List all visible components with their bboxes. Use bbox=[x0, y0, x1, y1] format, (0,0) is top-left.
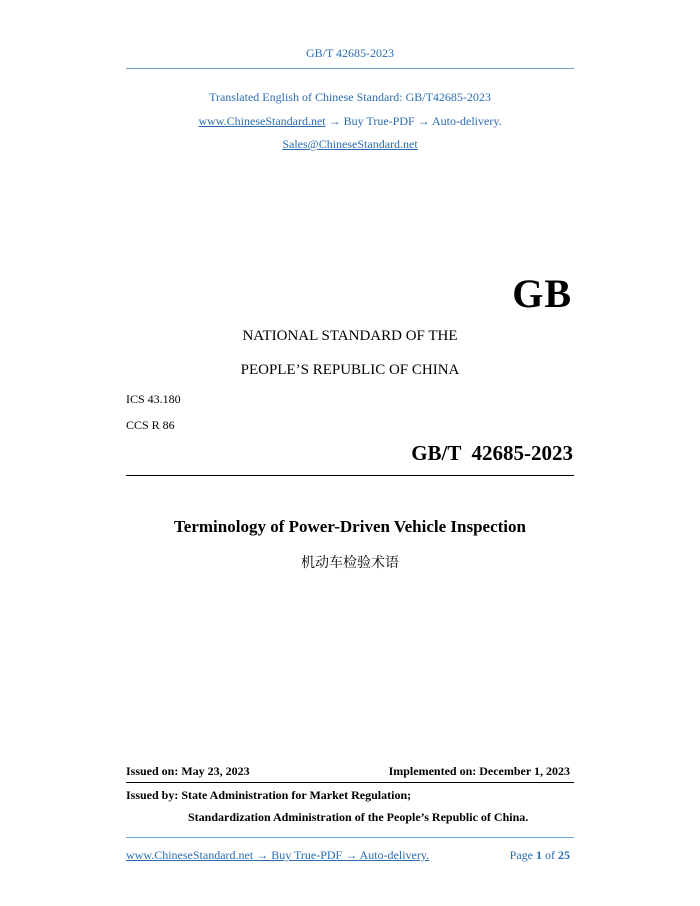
title-chinese: 机动车检验术语 bbox=[301, 555, 399, 571]
page-total: 25 bbox=[558, 848, 570, 862]
promo-buy-text: → Buy True-PDF → Auto-delivery. bbox=[325, 114, 502, 128]
page-current: 1 bbox=[536, 848, 542, 862]
promo-line-2 bbox=[0, 114, 700, 129]
standard-number: GB/T 42685-2023 bbox=[411, 441, 573, 465]
promo-line-1: Translated English of Chinese Standard: GB/T42685-2023 bbox=[209, 90, 491, 104]
issuer-line-2: Standardization Administration of the People’s Republic of China. bbox=[188, 810, 529, 824]
promo-line-3 bbox=[0, 137, 700, 152]
title-english: Terminology of Power-Driven Vehicle Inspection bbox=[174, 517, 526, 536]
header-divider bbox=[126, 68, 574, 69]
issued-date: Issued on: May 23, 2023 bbox=[126, 764, 250, 778]
gb-logo: GB bbox=[512, 271, 572, 316]
footer-link-text[interactable]: www.ChineseStandard.net → Buy True-PDF → Auto-delivery. bbox=[126, 848, 430, 862]
header-doc-code: GB/T 42685-2023 bbox=[305, 46, 395, 60]
page-number bbox=[510, 848, 570, 863]
footer-divider bbox=[126, 837, 574, 838]
dates-divider bbox=[126, 782, 574, 783]
implemented-date: Implemented on: December 1, 2023 bbox=[388, 764, 570, 778]
standard-number-divider bbox=[126, 475, 574, 476]
email-link[interactable]: Sales@ChineseStandard.net bbox=[282, 137, 418, 151]
national-standard-line-2: PEOPLE’S REPUBLIC OF CHINA bbox=[240, 362, 460, 378]
page-label: Page bbox=[509, 848, 533, 862]
national-standard-line-1: NATIONAL STANDARD OF THE bbox=[242, 328, 458, 344]
footer-link[interactable] bbox=[126, 848, 429, 863]
site-link[interactable]: www.ChineseStandard.net bbox=[198, 114, 326, 128]
page-of: of bbox=[545, 848, 555, 862]
issuer-line-1: Issued by: State Administration for Market Regulation; bbox=[126, 788, 412, 802]
ics-code: ICS 43.180 bbox=[126, 392, 181, 406]
ccs-code: CCS R 86 bbox=[126, 418, 175, 432]
